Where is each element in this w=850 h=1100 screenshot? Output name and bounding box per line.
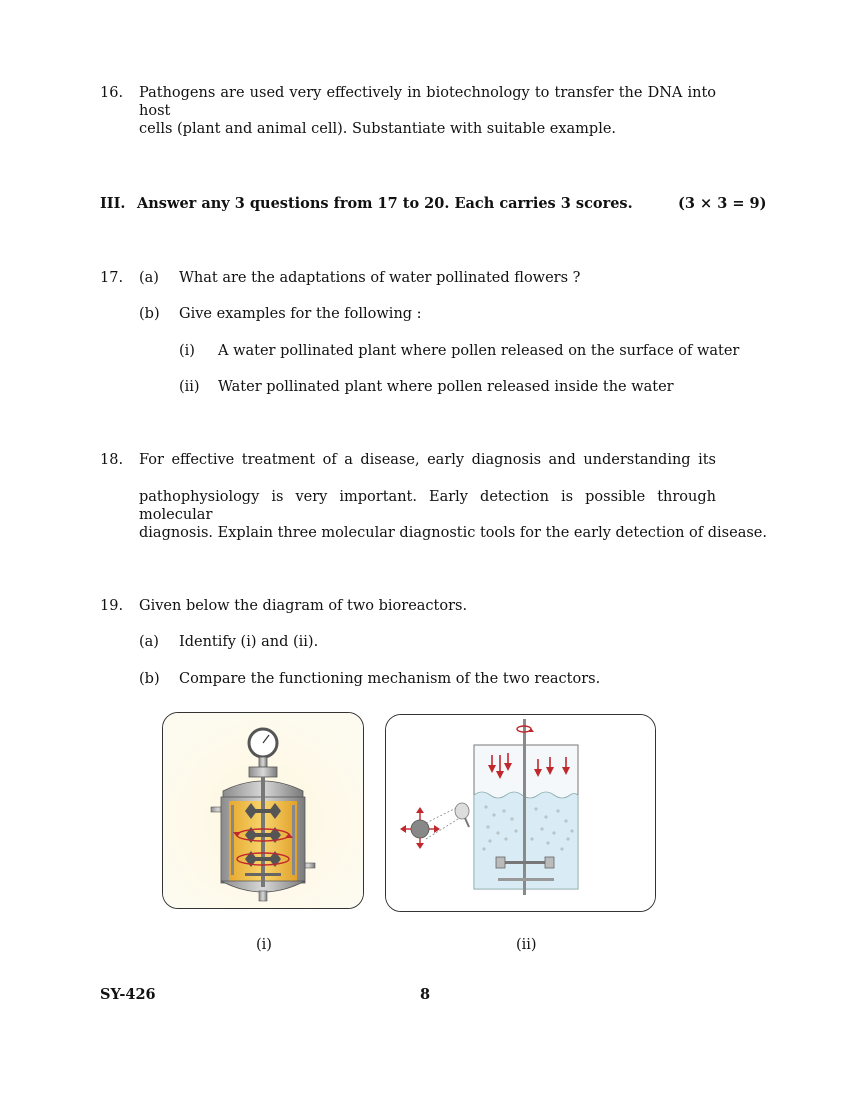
q17-ii-text: Water pollinated plant where pollen released inside the water [218, 379, 674, 395]
q17-i-text: A water pollinated plant where pollen released on the surface of water [218, 343, 740, 359]
q19-a-text: Identify (i) and (ii). [179, 634, 319, 650]
stirred-tank-bioreactor-diagram [163, 713, 363, 908]
q17-b-label: (b) [139, 306, 160, 322]
section-instruction: Answer any 3 questions from 17 to 20. Each carries 3 scores. [137, 195, 633, 212]
section-numeral: III. [100, 195, 126, 212]
page-number: 8 [420, 986, 431, 1003]
q18-text-line2: pathophysiology is very important. Early detection is possible through molecular [139, 489, 716, 523]
figure-caption-i: (i) [256, 937, 272, 953]
paper-code: SY-426 [100, 986, 156, 1003]
q17-number: 17. [100, 270, 124, 286]
q17-b-text: Give examples for the following : [179, 306, 422, 322]
q17-a-text: What are the adaptations of water pollinated flowers ? [179, 270, 581, 286]
q18-text-line1: For effective treatment of a disease, early diagnosis and understanding its [139, 452, 716, 468]
q19-b-text: Compare the functioning mechanism of the two reactors. [179, 671, 601, 687]
q16-text-line1: Pathogens are used very effectively in biotechnology to transfer the DNA into host [139, 85, 716, 119]
q16-number: 16. [100, 85, 124, 101]
bioreactor-figure-i [162, 712, 364, 909]
q18-number: 18. [100, 452, 124, 468]
q17-a-label: (a) [139, 270, 159, 286]
section-score: (3 × 3 = 9) [678, 195, 767, 212]
gas-bubble-icon [411, 820, 429, 838]
q17-ii-label: (ii) [179, 379, 200, 395]
q19-a-label: (a) [139, 634, 159, 650]
q17-i-label: (i) [179, 343, 195, 359]
q19-stem: Given below the diagram of two bioreactors. [139, 598, 468, 614]
q18-text-line3: diagnosis. Explain three molecular diagnostic tools for the early detection of disease. [139, 525, 767, 541]
q19-b-label: (b) [139, 671, 160, 687]
sparged-tank-bioreactor-diagram [386, 715, 655, 911]
figure-caption-ii: (ii) [516, 937, 537, 953]
magnifier-icon [455, 803, 469, 819]
q19-number: 19. [100, 598, 124, 614]
bioreactor-figure-ii [385, 714, 656, 912]
q16-text-line2: cells (plant and animal cell). Substantiate with suitable example. [139, 121, 617, 137]
